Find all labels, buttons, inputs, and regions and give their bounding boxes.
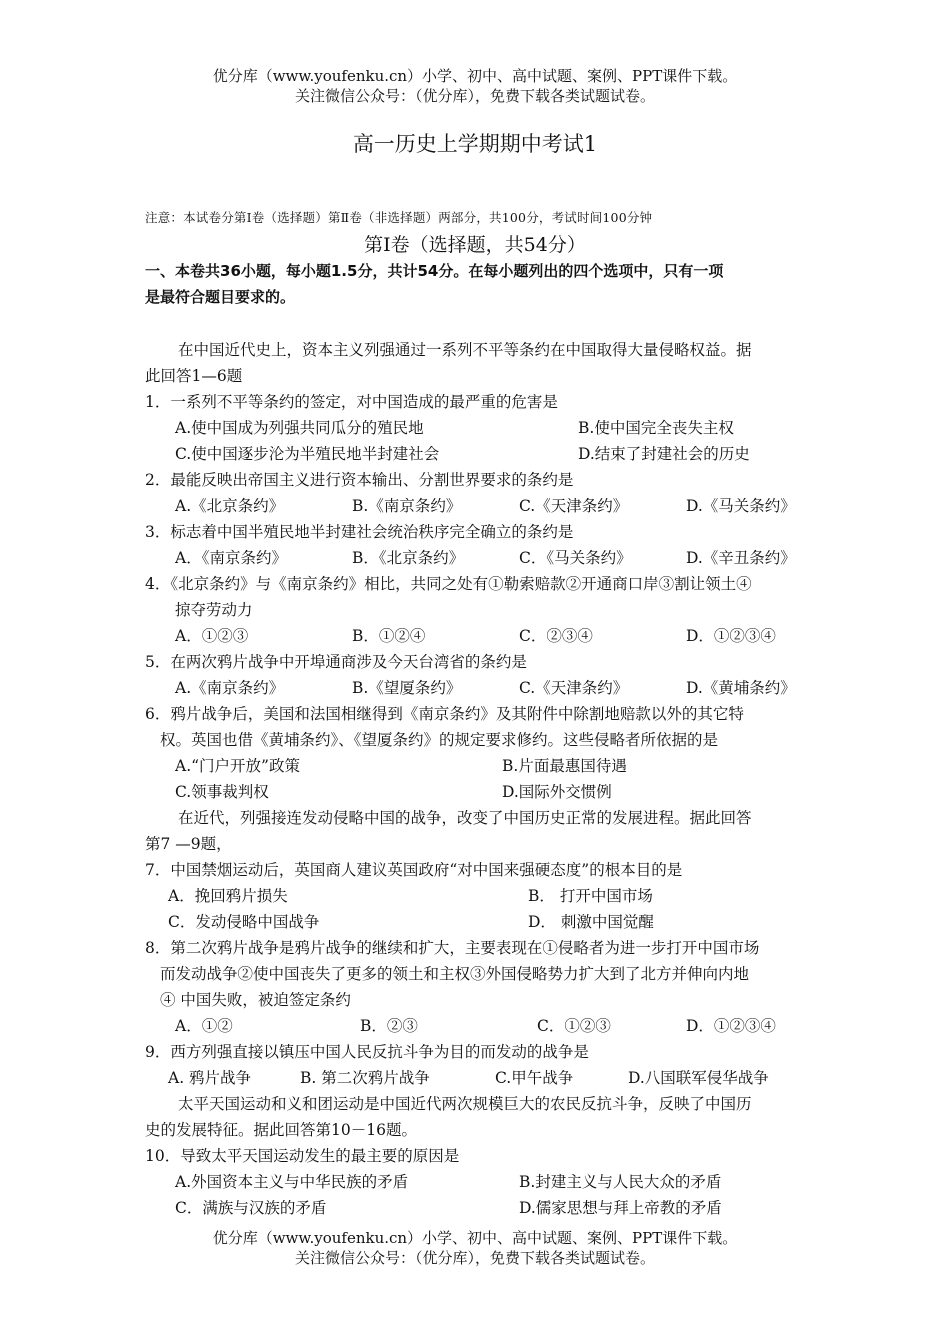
question-7-option-a: A．挽回鸦片损失 bbox=[168, 887, 288, 905]
question-2-option-b: B.《南京条约》 bbox=[352, 497, 462, 515]
question-3-option-a: A．《南京条约》 bbox=[175, 549, 287, 567]
footer-line-1: 优分库（www.youfenku.cn）小学、初中、高中试题、案例、PPT课件下载。 bbox=[212, 1229, 738, 1247]
question-9-option-d: D.八国联军侵华战争 bbox=[628, 1069, 769, 1087]
question-8-stem-line-2: 而发动战争②使中国丧失了更多的领土和主权③外国侵略势力扩大到了北方并伸向内地 bbox=[160, 965, 750, 983]
question-10-option-d: D.儒家思想与拜上帝教的矛盾 bbox=[519, 1199, 722, 1217]
question-1-option-a: A.使中国成为列强共同瓜分的殖民地 bbox=[175, 419, 424, 437]
section-title: 第Ⅰ卷（选择题，共54分） bbox=[364, 234, 586, 256]
intro-3-line-2: 史的发展特征。据此回答第10－16题。 bbox=[145, 1121, 417, 1139]
question-8-option-b: B．②③ bbox=[360, 1017, 418, 1035]
question-6-stem-line-1: 6．鸦片战争后，美国和法国相继得到《南京条约》及其附件中除割地赔款以外的其它特 bbox=[145, 705, 744, 723]
instruction-line-1: 一、本卷共36小题，每小题1.5分，共计54分。在每小题列出的四个选项中，只有一项 bbox=[145, 262, 724, 280]
question-4-stem-line-1: 4．《北京条约》与《南京条约》相比，共同之处有①勒索赔款②开通商口岸③割让领土④ bbox=[145, 575, 752, 593]
question-10-option-a: A.外国资本主义与中华民族的矛盾 bbox=[175, 1173, 409, 1191]
question-4-option-d: D．①②③④ bbox=[686, 627, 776, 645]
question-3-option-b: B．《北京条约》 bbox=[352, 549, 465, 567]
question-7-option-d: D． 刺激中国觉醒 bbox=[528, 913, 654, 931]
question-7-stem: 7．中国禁烟运动后，英国商人建议英国政府“对中国来强硬态度”的根本目的是 bbox=[145, 861, 683, 879]
intro-3-line-1: 太平天国运动和义和团运动是中国近代两次规模巨大的农民反抗斗争，反映了中国历 bbox=[178, 1095, 752, 1113]
question-5-option-b: B.《望厦条约》 bbox=[352, 679, 462, 697]
question-8-option-d: D．①②③④ bbox=[686, 1017, 776, 1035]
header-line-2: 关注微信公众号：（优分库），免费下载各类试题试卷。 bbox=[294, 87, 655, 105]
question-10-stem: 10．导致太平天国运动发生的最主要的原因是 bbox=[145, 1147, 460, 1165]
question-10-option-c: C．满族与汉族的矛盾 bbox=[175, 1199, 327, 1217]
question-3-stem: 3．标志着中国半殖民地半封建社会统治秩序完全确立的条约是 bbox=[145, 523, 574, 541]
question-9-option-b: B. 第二次鸦片战争 bbox=[300, 1069, 430, 1087]
question-5-option-a: A.《南京条约》 bbox=[175, 679, 285, 697]
page-title: 高一历史上学期期中考试1 bbox=[352, 132, 598, 156]
question-1-option-d: D.结束了封建社会的历史 bbox=[578, 445, 750, 463]
question-8-stem-line-1: 8．第二次鸦片战争是鸦片战争的继续和扩大，主要表现在①侵略者为进一步打开中国市场 bbox=[145, 939, 760, 957]
question-2-option-d: D.《马关条约》 bbox=[686, 497, 796, 515]
question-4-option-c: C．②③④ bbox=[519, 627, 593, 645]
question-2-option-a: A.《北京条约》 bbox=[175, 497, 285, 515]
question-5-option-c: C.《天津条约》 bbox=[519, 679, 629, 697]
intro-1-line-2: 此回答1—6题 bbox=[145, 367, 243, 385]
question-3-option-d: D.《辛丑条约》 bbox=[686, 549, 796, 567]
question-4-option-a: A．①②③ bbox=[175, 627, 249, 645]
question-1-option-b: B.使中国完全丧失主权 bbox=[578, 419, 734, 437]
question-2-stem: 2．最能反映出帝国主义进行资本输出、分割世界要求的条约是 bbox=[145, 471, 574, 489]
question-7-option-c: C．发动侵略中国战争 bbox=[168, 913, 320, 931]
question-7-option-b: B． 打开中国市场 bbox=[528, 887, 653, 905]
header-line-1: 优分库（www.youfenku.cn）小学、初中、高中试题、案例、PPT课件下载。 bbox=[212, 67, 738, 85]
footer-line-2: 关注微信公众号：（优分库），免费下载各类试题试卷。 bbox=[294, 1249, 655, 1267]
instruction-line-2: 是最符合题目要求的。 bbox=[145, 288, 296, 306]
question-6-option-d: D.国际外交惯例 bbox=[502, 783, 612, 801]
question-9-stem: 9．西方列强直接以镇压中国人民反抗斗争为目的而发动的战争是 bbox=[145, 1043, 589, 1061]
question-6-stem-line-2: 权。英国也借《黄埔条约》、《望厦条约》的规定要求修约。这些侵略者所依据的是 bbox=[160, 731, 719, 749]
question-9-option-a: A. 鸦片战争 bbox=[168, 1069, 252, 1087]
intro-1-line-1: 在中国近代史上，资本主义列强通过一系列不平等条约在中国取得大量侵略权益。据 bbox=[178, 341, 752, 359]
question-8-stem-line-3: ④ 中国失败，被迫签定条约 bbox=[160, 991, 351, 1009]
question-5-stem: 5．在两次鸦片战争中开埠通商涉及今天台湾省的条约是 bbox=[145, 653, 527, 671]
question-5-option-d: D.《黄埔条约》 bbox=[686, 679, 796, 697]
question-2-option-c: C.《天津条约》 bbox=[519, 497, 629, 515]
question-10-option-b: B.封建主义与人民大众的矛盾 bbox=[519, 1173, 722, 1191]
question-6-option-c: C.领事裁判权 bbox=[175, 783, 269, 801]
question-9-option-c: C.甲午战争 bbox=[495, 1069, 574, 1087]
exam-notice: 注意：本试卷分第Ⅰ卷（选择题）第Ⅱ卷（非选择题）两部分，共100分，考试时间100分钟 bbox=[145, 210, 653, 225]
question-1-stem: 1．一系列不平等条约的签定，对中国造成的最严重的危害是 bbox=[145, 393, 558, 411]
question-6-option-b: B.片面最惠国待遇 bbox=[502, 757, 627, 775]
question-1-option-c: C.使中国逐步沦为半殖民地半封建社会 bbox=[175, 445, 440, 463]
intro-2-line-1: 在近代，列强接连发动侵略中国的战争，改变了中国历史正常的发展进程。据此回答 bbox=[178, 809, 752, 827]
question-6-option-a: A.“门户开放”政策 bbox=[175, 757, 300, 775]
intro-2-line-2: 第7 —9题， bbox=[145, 835, 232, 853]
question-8-option-a: A．①② bbox=[175, 1017, 233, 1035]
question-4-stem-line-2: 掠夺劳动力 bbox=[175, 601, 253, 619]
question-3-option-c: C．《马关条约》 bbox=[519, 549, 632, 567]
question-8-option-c: C．①②③ bbox=[537, 1017, 611, 1035]
question-4-option-b: B．①②④ bbox=[352, 627, 426, 645]
